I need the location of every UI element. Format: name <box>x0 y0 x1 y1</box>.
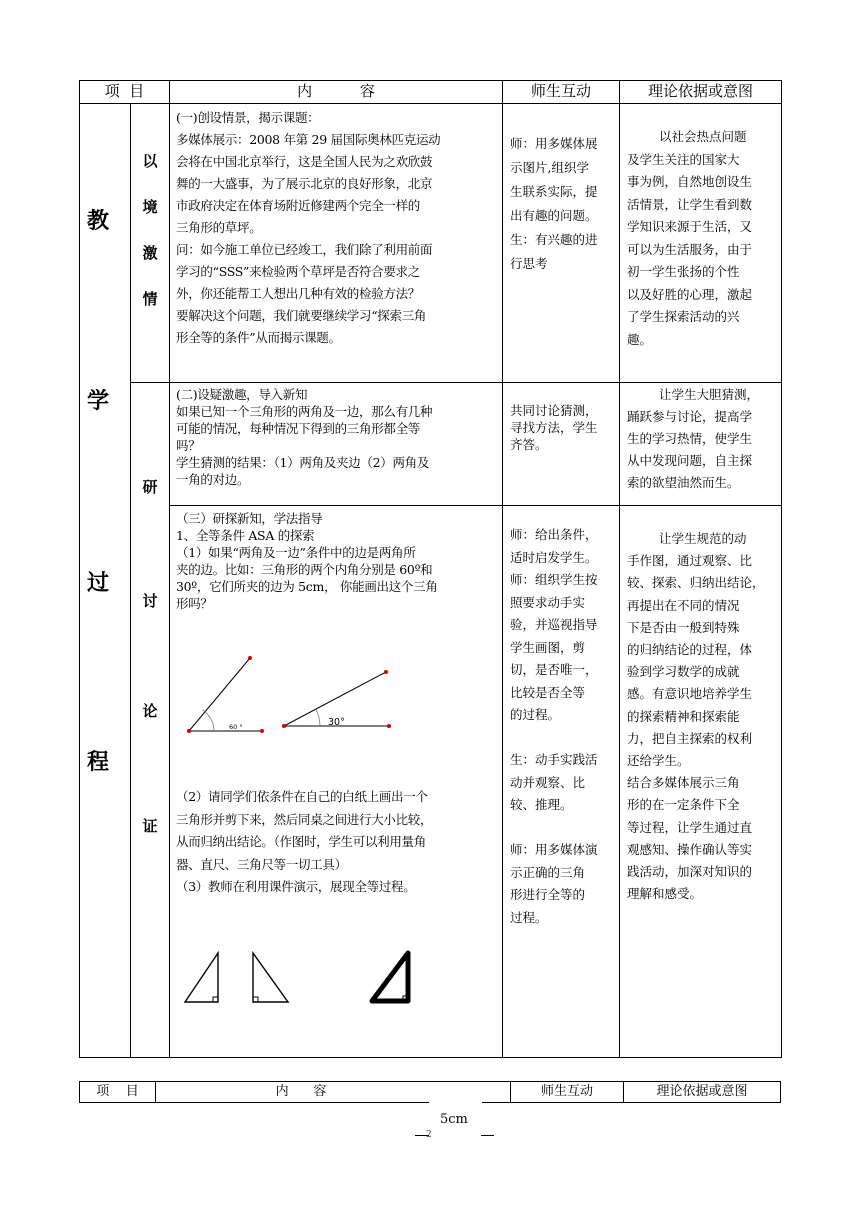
text-line: 索的欲望油然而生。 <box>627 475 740 490</box>
triangle-figure-middle <box>253 953 288 1002</box>
text-line: 形全等的条件”从而揭示课题。 <box>176 330 341 345</box>
text-line: 以社会热点问题 <box>659 129 747 144</box>
text-line: 从而归纳出结论。（作图时，学生可以利用量角 <box>176 834 426 849</box>
triangle-figure-overlapped <box>372 953 408 1001</box>
stage1-interaction <box>510 132 616 276</box>
stage1-label-char: 境 <box>142 198 158 216</box>
text-line: （三）研探新知，学法指导 <box>176 511 323 526</box>
footer-header-item: 项 目 <box>96 1084 139 1099</box>
text-line: 可能的情况，每种情况下得到的三角形都全等 <box>176 421 421 436</box>
text-line: 器、直尺、三角尺等一切工具） <box>176 856 347 872</box>
text-line: 寻找方法，学生 <box>510 420 598 435</box>
stage2b-content-top <box>176 510 498 612</box>
text-line: 示正确的三角 <box>510 864 586 880</box>
text-line: 动并观察、比 <box>510 774 586 790</box>
footer-header-content: 内 容 <box>275 1084 327 1099</box>
row2-bottom <box>169 505 782 506</box>
stage1-theory <box>627 126 779 351</box>
text-line: 多媒体展示：2008 年第 29 届国际奥林匹克运动 <box>176 132 441 147</box>
text-line: 师：用多媒体演 <box>510 842 598 857</box>
header-content: 内 容 <box>297 82 375 100</box>
text-line: 师：给出条件， <box>510 527 598 542</box>
col-divider-content <box>169 80 170 1058</box>
col-divider-interaction <box>502 80 503 1058</box>
text-line: 理解和感受。 <box>627 886 703 902</box>
stage2-label-char: 证 <box>142 817 158 835</box>
stage2a-content <box>176 386 498 488</box>
text-line: 生联系实际，提 <box>510 184 598 199</box>
angle-label-60: 60 ° <box>229 723 243 731</box>
text-line: 活情景，让学生看到数 <box>627 196 753 212</box>
stage2-label-char: 讨 <box>142 592 158 610</box>
stage2-label-char: 论 <box>142 702 158 720</box>
text-line: 学生猜测的结果：（1）两角及夹边（2）两角及 <box>176 455 430 470</box>
text-line: 了学生探索活动的兴 <box>627 309 740 324</box>
text-line: （3）教师在利用课件演示，展现全等过程。 <box>176 879 416 894</box>
text-line: 学生画图，剪 <box>510 639 586 655</box>
text-line: 生的学习热情，使学生 <box>627 431 753 446</box>
text-line: 外，你还能帮工人想出几种有效的检验方法？ <box>176 286 421 301</box>
angle-label-30: 30° <box>328 717 345 728</box>
text-line: 较、推理。 <box>510 797 573 812</box>
text-line: 的归纳结论的过程，体 <box>627 642 753 658</box>
stage2-label-char: 研 <box>142 478 158 496</box>
row1-bottom <box>130 382 782 383</box>
page-number: 2 <box>426 1130 432 1140</box>
text-line: 再提出在不同的情况 <box>627 597 740 613</box>
text-line: 三角形并剪下来，然后同桌之间进行大小比较， <box>176 811 433 827</box>
text-line: 出有趣的问题。 <box>510 208 598 223</box>
stage1-label-char: 情 <box>142 290 158 308</box>
text-line: 还给学生。 <box>627 753 690 769</box>
triangle-figure-left <box>185 953 218 1002</box>
stage2a-theory <box>627 384 779 494</box>
text-line: 师：组织学生按 <box>510 572 598 587</box>
angle-60-figure <box>187 656 264 733</box>
text-line: 验到学习数学的成就 <box>627 664 740 680</box>
text-line: 以及好胜的心理，激起 <box>627 286 753 302</box>
text-line: 的过程。 <box>510 707 561 722</box>
text-line: （1）如果“两角及一边”条件中的边是两角所 <box>176 545 416 560</box>
header-theory: 理论依据或意图 <box>647 82 753 100</box>
text-line: 比较是否全等 <box>510 684 586 700</box>
text-line: 市政府决定在体育场附近修建两个完全一样的 <box>176 198 421 213</box>
process-label-char: 程 <box>87 749 110 775</box>
side-length-label: 5cm <box>440 1112 468 1127</box>
process-label-char: 过 <box>87 570 110 596</box>
text-line: 学习的“SSS”来检验两个草坪是否符合要求之 <box>176 264 420 279</box>
text-line: 过程。 <box>510 909 548 925</box>
header-row-bottom <box>79 103 782 104</box>
text-line: 30º，它们所夹的边为 5cm， 你能画出这个三角 <box>176 579 438 594</box>
text-line: 三角形的草坪。 <box>176 220 262 235</box>
text-line: 适时启发学生。 <box>510 549 598 565</box>
text-line: 行思考 <box>510 256 548 271</box>
text-line: 较、探索、归纳出结论， <box>627 575 765 591</box>
text-line: 舞的一大盛事，为了展示北京的良好形象，北京 <box>176 176 433 191</box>
text-line: 事为例，自然地创设生 <box>627 174 753 189</box>
text-line <box>510 817 616 840</box>
text-line: 夹的边。比如：三角形的两个内角分别是 60º和 <box>176 562 433 577</box>
text-line: 践活动，加深对知识的 <box>627 864 753 880</box>
angle-30-figure <box>282 670 391 728</box>
text-line: 生：动手实践活 <box>510 752 598 767</box>
text-line: 形的在一定条件下全 <box>627 797 740 813</box>
text-line: 结合多媒体展示三角 <box>627 775 740 791</box>
text-line: 从中发现问题，自主探 <box>627 453 753 468</box>
text-line: 问：如今施工单位已经竣工，我们除了利用前面 <box>176 242 433 257</box>
text-line: 示图片,组织学 <box>510 160 589 175</box>
stage1-content <box>176 107 498 349</box>
text-line: 验，并巡视指导 <box>510 617 598 632</box>
text-line: 让学生规范的动 <box>659 531 747 546</box>
text-line: 如果已知一个三角形的两角及一边，那么有几种 <box>176 404 433 419</box>
col-divider-theory <box>619 80 620 1058</box>
table-border-bottom <box>79 1057 782 1058</box>
process-label-char: 教 <box>87 208 110 234</box>
footer-header-theory: 理论依据或意图 <box>656 1084 748 1099</box>
text-line: 手作图，通过观察、比 <box>627 553 753 569</box>
text-line: 及学生关注的国家大 <box>627 151 740 167</box>
stage1-label-char: 以 <box>142 152 158 170</box>
text-line: 等过程，让学生通过直 <box>627 819 753 835</box>
text-line: 的探索精神和探索能 <box>627 708 740 724</box>
text-line: 吗？ <box>176 438 201 453</box>
text-line: 形进行全等的 <box>510 887 586 902</box>
text-line: 可以为生活服务，由于 <box>627 241 753 257</box>
text-line: 下是否由一般到特殊 <box>627 619 740 635</box>
text-line: 初一学生张扬的个性 <box>627 264 740 279</box>
text-line: 让学生大胆猜测， <box>659 387 760 402</box>
text-line: 切，是否唯一， <box>510 662 598 677</box>
text-line: 力，把自主探索的权利 <box>627 730 753 746</box>
text-line: 踊跃参与讨论，提高学 <box>627 409 753 424</box>
text-line: 共同讨论猜测， <box>510 403 598 418</box>
triangle-figures <box>170 945 502 1010</box>
text-line: （2）请同学们依条件在自己的白纸上画出一个 <box>176 789 428 804</box>
text-line: 趣。 <box>627 331 653 347</box>
text-line: 会将在中国北京举行，这是全国人民为之欢欣鼓 <box>176 154 433 169</box>
stage2b-content-bottom <box>176 786 498 899</box>
stage2b-theory <box>627 528 779 905</box>
text-line: 师：用多媒体展 <box>510 136 598 151</box>
text-line: 齐答。 <box>510 437 548 452</box>
text-line: 一角的对边。 <box>176 472 250 487</box>
header-interaction: 师生互动 <box>530 82 591 100</box>
text-line: 生：有兴趣的进 <box>510 232 598 247</box>
process-label-char: 学 <box>87 388 110 414</box>
text-line: 感。有意识地培养学生 <box>627 686 753 702</box>
footer-header-interaction: 师生互动 <box>540 1084 593 1099</box>
text-line: 要解决这个问题，我们就要继续学习“探索三角 <box>176 308 427 323</box>
text-line: 学知识来源于生活，又 <box>627 219 753 234</box>
col-left-border <box>79 80 80 1058</box>
page-mark-line-right <box>481 1135 494 1136</box>
text-line: 1、全等条件 ASA 的探索 <box>176 528 315 543</box>
text-line: 观感知、操作确认等实 <box>627 841 753 857</box>
text-line <box>510 727 616 750</box>
text-line: 照要求动手实 <box>510 594 586 610</box>
stage1-label-char: 激 <box>142 244 158 262</box>
text-line: 形吗？ <box>176 596 213 611</box>
stage2b-interaction <box>510 524 616 929</box>
col-right-border <box>781 80 782 1058</box>
footer-col-4 <box>780 1081 781 1103</box>
header-item: 项 目 <box>104 82 145 100</box>
text-line: (一)创设情景，揭示课题： <box>176 110 320 125</box>
angle-figures <box>170 640 502 750</box>
text-line: (二)设疑激趣，导入新知 <box>176 387 308 402</box>
stage2a-interaction <box>510 402 616 453</box>
